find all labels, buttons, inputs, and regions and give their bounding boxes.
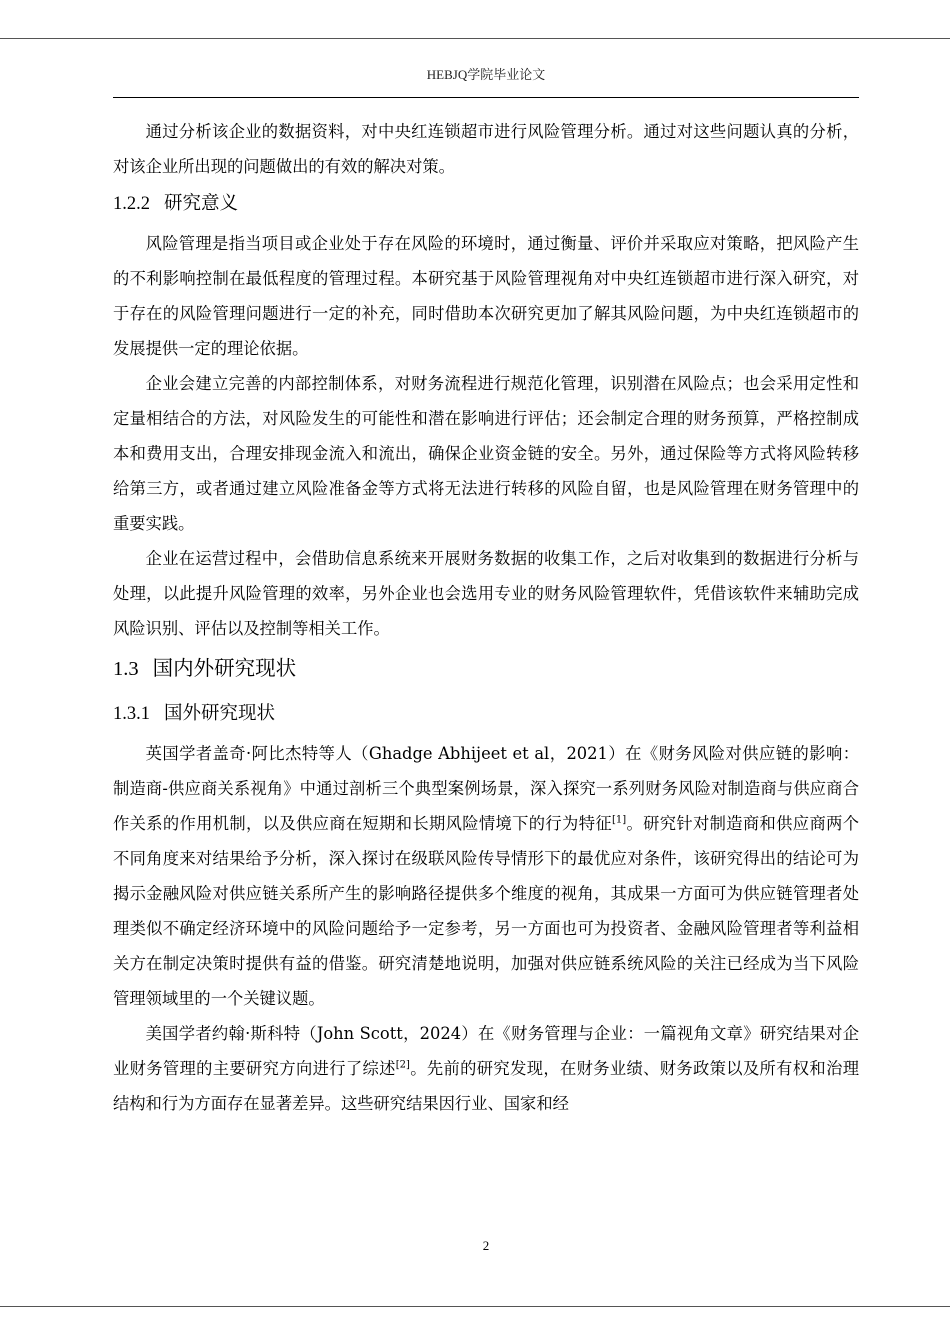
page-bottom-border [0,1306,950,1307]
paragraph-significance-2: 企业会建立完善的内部控制体系，对财务流程进行规范化管理，识别潜在风险点；也会采用定性和定量相结合的方法，对风险发生的可能性和潜在影响进行评估；还会制定合理的财务预算，严格控制成本和费用支出，合理安排现金流入和流出，确保企业资金链的安全。另外，通过保险等方式将风险转移给第三方，或者通过建立风险准备金等方式将无法进行转移的风险自留，也是风险管理在财务管理中的重要实践。 [113,374,859,533]
heading-1-2-2 [113,184,859,226]
paragraph-significance-3: 企业在运营过程中，会借助信息系统来开展财务数据的收集工作，之后对收集到的数据进行分析与处理，以此提升风险管理的效率，另外企业也会选用专业的财务风险管理软件，凭借该软件来辅助完成风险识别、评估以及控制等相关工作。 [113,549,859,638]
heading-1-3-1 [113,694,859,736]
heading-1-3 [113,646,859,694]
page-number: 2 [482,1238,490,1253]
heading-number: 1.3 [113,658,139,680]
citation-1[interactable]: [1] [611,814,627,826]
heading-number: 1.2.2 [113,194,150,214]
heading-title: 研究意义 [164,193,239,214]
page-top-border [0,38,950,39]
heading-number: 1.3.1 [113,704,150,724]
paragraph-text: 英国学者盖奇·阿比杰特等人（Ghadge Abhijeet et al，2021）在《财务风险对供应链的影响：制造商-供应商关系视角》中通过剖析三个典型案例场景，深入探究一系列财务风险对制造商与供应商合作关系的作用机制，以及供应商在短期和长期风险情境下的行为特征 [113,744,859,833]
paragraph-significance-1: 风险管理是指当项目或企业处于存在风险的环境时，通过衡量、评价并采取应对策略，把风险产生的不利影响控制在最低程度的管理过程。本研究基于风险管理视角对中央红连锁超市进行深入研究，对于存在的风险管理问题进行一定的补充，同时借助本次研究更加了解其风险问题，为中央红连锁超市的发展提供一定的理论依据。 [113,234,859,358]
citation-2[interactable]: [2] [395,1059,410,1071]
paragraph-text: 。先前的研究发现，在财务业绩、财务政策以及所有权和治理结构和行为方面存在显著差异。这些研究结果因行业、国家和经 [113,1059,859,1113]
document-body [113,114,859,1121]
paragraph-text: 。研究针对制造商和供应商两个不同角度来对结果给予分析，深入探讨在级联风险传导情形下的最优应对条件，该研究得出的结论可为揭示金融风险对供应链关系所产生的影响路径提供多个维度的视角，其成果一方面可为供应链管理者处理类似不确定经济环境中的风险问题给予一定参考，另一方面也可为投资者、金融风险管理者等利益相关方在制定决策时提供有益的借鉴。研究清楚地说明，加强对供应链系统风险的关注已经成为当下风险管理领域里的一个关键议题。 [113,814,859,1008]
heading-title: 国内外研究现状 [152,656,297,680]
paragraph-text: 美国学者约翰·斯科特（John Scott，2024）在《财务管理与企业：一篇视角文章》研究结果对企业财务管理的主要研究方向进行了综述 [113,1024,859,1078]
paragraph-intro: 通过分析该企业的数据资料，对中央红连锁超市进行风险管理分析。通过对这些问题认真的分析，对该企业所出现的问题做出的有效的解决对策。 [113,122,859,176]
paragraph-foreign-study-2 [113,1016,859,1121]
running-header: HEBJQ学院毕业论文 [426,67,546,82]
heading-title: 国外研究现状 [164,703,276,724]
paragraph-foreign-study-1 [113,736,859,1016]
header-rule [113,97,859,98]
